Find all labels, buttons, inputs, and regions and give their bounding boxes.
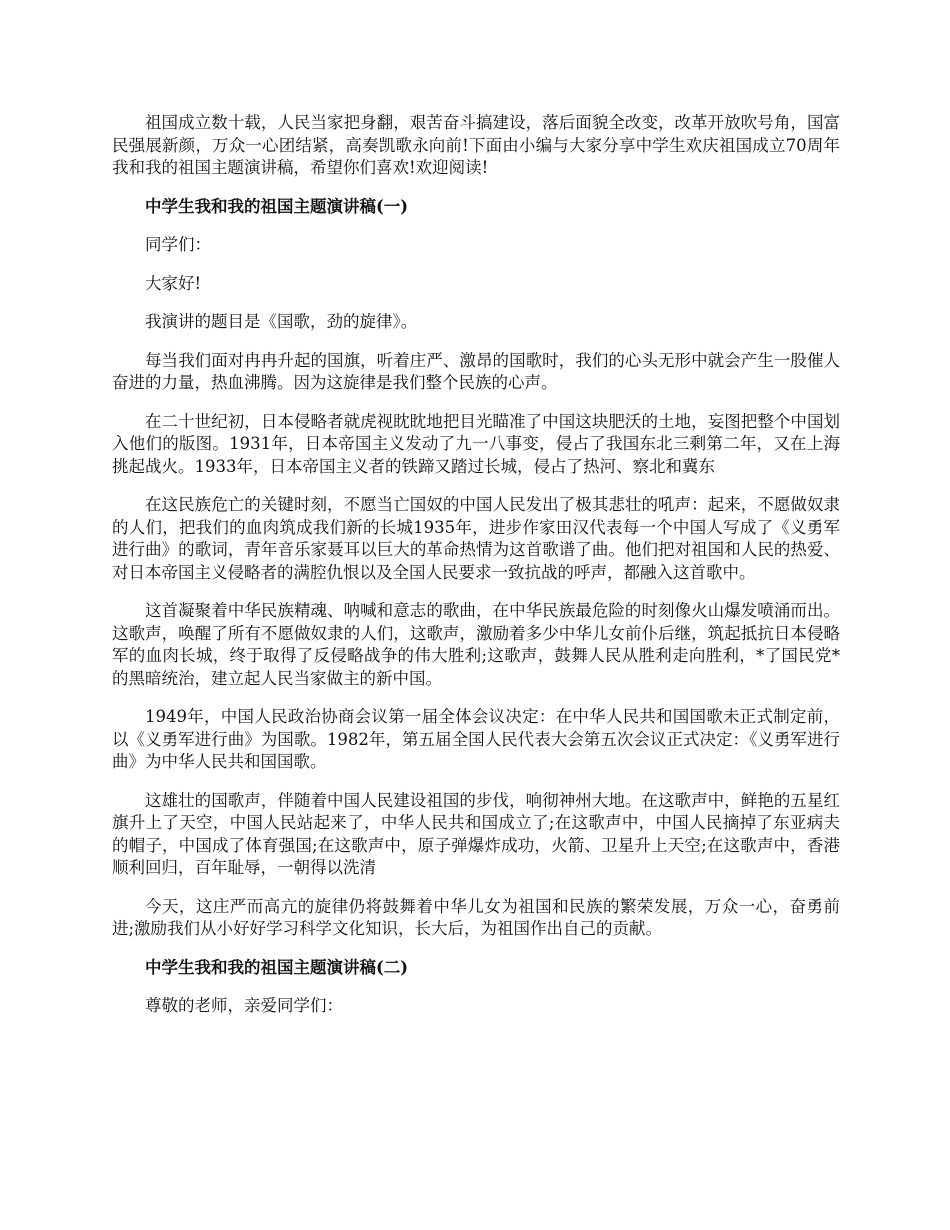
hello-paragraph: 大家好! [145,273,202,293]
section-heading-1: 中学生我和我的祖国主题演讲稿(一) [145,196,409,216]
body-paragraph-7: 今天，这庄严而高亢的旋律仍将鼓舞着中华儿女为祖国和民族的繁荣发展，万众一心，奋勇前进;激励我们从小好好学习科学文化知识，长大后，为祖国作出自己的贡献。 [112,896,840,938]
body-paragraph-6: 这雄壮的国歌声，伴随着中国人民建设祖国的步伐，响彻神州大地。在这歌声中，鲜艳的五星红旗升上了天空，中国人民站起来了，中华人民共和国成立了;在这歌声中，中国人民摘掉了东亚病夫的帽子，中国成了体育强国;在这歌声中，原子弹爆炸成功，火箭、卫星升上天空;在这歌声中，香港顺利回归，百年耻辱，一朝得以洗清 [112,790,840,877]
body-paragraph-4: 这首凝聚着中华民族精魂、呐喊和意志的歌曲，在中华民族最危险的时刻像火山爆发喷涌而出。这歌声，唤醒了所有不愿做奴隶的人们，这歌声，激励着多少中华儿女前仆后继，筑起抵抗日本侵略军的血肉长城，终于取得了反侵略战争的伟大胜利;这歌声，鼓舞人民从胜利走向胜利，*了国民党*的黑暗统治，建立起人民当家做主的新中国。 [112,601,840,688]
body-paragraph-3: 在这民族危亡的关键时刻，不愿当亡国奴的中国人民发出了极其悲壮的吼声：起来，不愿做奴隶的人们，把我们的血肉筑成我们新的长城1935年，进步作家田汉代表每一个中国人写成了《义勇军进行曲》的歌词，青年音乐家聂耳以巨大的革命热情为这首歌谱了曲。他们把对祖国和人民的热爱、对日本帝国主义侵略者的满腔仇恨以及全国人民要求一致抗战的呼声，都融入这首歌中。 [112,495,840,582]
body-paragraph-2: 在二十世纪初，日本侵略者就虎视眈眈地把目光瞄准了中国这块肥沃的土地，妄图把整个中国划入他们的版图。1931年，日本帝国主义发动了九一八事变，侵占了我国东北三剩第二年，又在上海挑起战火。1933年，日本帝国主义者的铁蹄又踏过长城，侵占了热河、察北和冀东 [112,411,840,476]
salutation-paragraph-2: 尊敬的老师，亲爱同学们： [145,996,343,1015]
body-paragraph-1: 每当我们面对冉冉升起的国旗，听着庄严、激昂的国歌时，我们的心头无形中就会产生一股催人奋进的力量，热血沸腾。因为这旋律是我们整个民族的心声。 [112,350,840,392]
body-paragraph-5: 1949年，中国人民政治协商会议第一届全体会议决定：在中华人民共和国国歌未正式制定前，以《义勇军进行曲》为国歌。1982年，第五届全国人民代表大会第五次会议正式决定：《义勇军进行曲》为中华人民共和国国歌。 [112,707,840,771]
section-heading-2: 中学生我和我的祖国主题演讲稿(二) [145,957,409,977]
greeting-paragraph: 同学们： [145,235,211,254]
document-body [112,112,840,1034]
intro-paragraph: 祖国成立数十载，人民当家把身翻，艰苦奋斗搞建设，落后面貌全改变，改革开放吹号角，国富民强展新颜，万众一心团结紧，高奏凯歌永向前!下面由小编与大家分享中学生欢庆祖国成立70周年我和我的祖国主题演讲稿，希望你们喜欢!欢迎阅读! [112,113,840,177]
speech-title-paragraph: 我演讲的题目是《国歌，劲的旋律》。 [145,312,418,331]
